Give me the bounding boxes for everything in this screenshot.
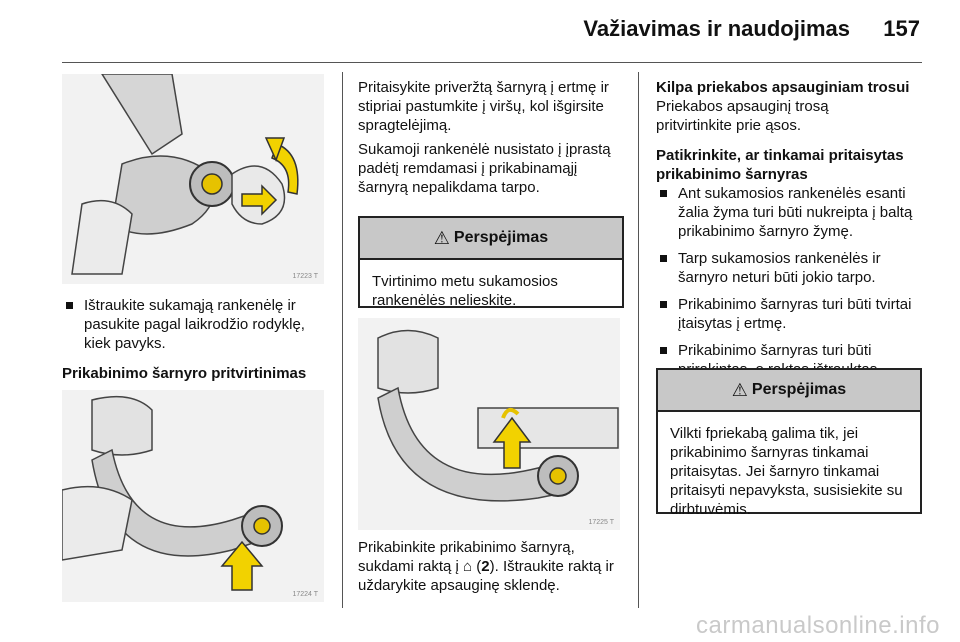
position-number: 2 — [481, 558, 490, 575]
towbar-coupling-illustration — [62, 390, 324, 602]
warning-triangle-icon: ⚠ — [433, 227, 450, 248]
paragraph: Sukamoji rankenėlė nusistato į įprastą padėtį remdamasi į prikabinamąjį šarnyrą nepalikdama tarpo. — [358, 141, 611, 196]
paragraph-part: ). Ištraukite raktą ir uždarykite apsauginę sklendę. — [358, 558, 614, 594]
warning-text: Tvirtinimo metu sukamosios rankenėlės nelieskite. — [372, 273, 558, 309]
towbar-hand-illustration — [62, 74, 324, 284]
figure-ball-inserted — [358, 318, 620, 530]
instruction-list — [62, 296, 332, 361]
figure-number: 17224 T — [292, 591, 318, 598]
column-divider-1 — [342, 72, 343, 608]
warning-header — [360, 218, 622, 260]
section-heading: Kilpa priekabos apsauginiam trosui — [656, 79, 910, 96]
warning-box — [656, 368, 922, 518]
figure-number: 17223 T — [292, 273, 318, 280]
column-divider-2 — [638, 72, 639, 608]
warning-box — [358, 216, 624, 308]
figure-release-knob — [62, 74, 324, 284]
warning-title: Perspėjimas — [751, 381, 847, 398]
page-header-title: Važiavimas ir naudojimas — [583, 16, 850, 41]
watermark-text: carmanualsonline.info — [696, 612, 940, 639]
instruction-item: Ištraukite sukamąją rankenėlę ir pasukite pagal laikrodžio rodyklę, kiek pavyks. — [62, 296, 332, 353]
towbar-inserted-illustration — [358, 318, 620, 530]
paragraph-part: ( — [472, 558, 482, 575]
warning-text: Vilkti fpriekabą galima tik, jei prikabinimo šarnyras tinkamai pritaisytas. Jei šarnyro tinkamai pritaisyti nepavyksta, susisiekite su dirbtuvėmis. — [670, 425, 903, 518]
warning-triangle-icon: ⚠ — [731, 379, 748, 400]
header-divider — [62, 62, 922, 63]
check-item: Ant sukamosios rankenėlės esanti žalia žyma turi būti nukreipta į baltą prikabinimo šarnyro žymę. — [656, 184, 922, 241]
check-item: Prikabinimo šarnyras turi būti — [656, 341, 922, 379]
page-number: 157 — [883, 16, 920, 41]
warning-header — [658, 370, 920, 412]
key-symbol-icon: ⌂ — [463, 558, 473, 575]
figure-number: 17225 T — [588, 519, 614, 526]
check-item: Prikabinimo šarnyras turi būti tvirtai įtaisytas į ertmę. — [656, 295, 922, 333]
section-heading: Prikabinimo šarnyro pritvirtinimas — [62, 365, 307, 382]
paragraph-part: Prikabinkite prikabinimo šarnyrą, sukdami raktą į — [358, 539, 575, 575]
figure-ball-coupling — [62, 390, 324, 602]
section-heading: Patikrinkite, ar tinkamai pritaisytas prikabinimo šarnyras — [656, 147, 904, 183]
warning-title: Perspėjimas — [453, 229, 549, 246]
paragraph — [358, 538, 628, 595]
paragraph: Pritaisykite priveržtą šarnyrą į ertmę ir stipriai pastumkite į viršų, kol išgirsite spragtelėjimą. — [358, 79, 609, 134]
check-item: Tarp sukamosios rankenėlės ir šarnyro neturi būti jokio tarpo. — [656, 249, 922, 287]
paragraph: Priekabos apsauginį trosą pritvirtinkite prie ąsos. — [656, 98, 829, 134]
check-list — [656, 184, 922, 387]
